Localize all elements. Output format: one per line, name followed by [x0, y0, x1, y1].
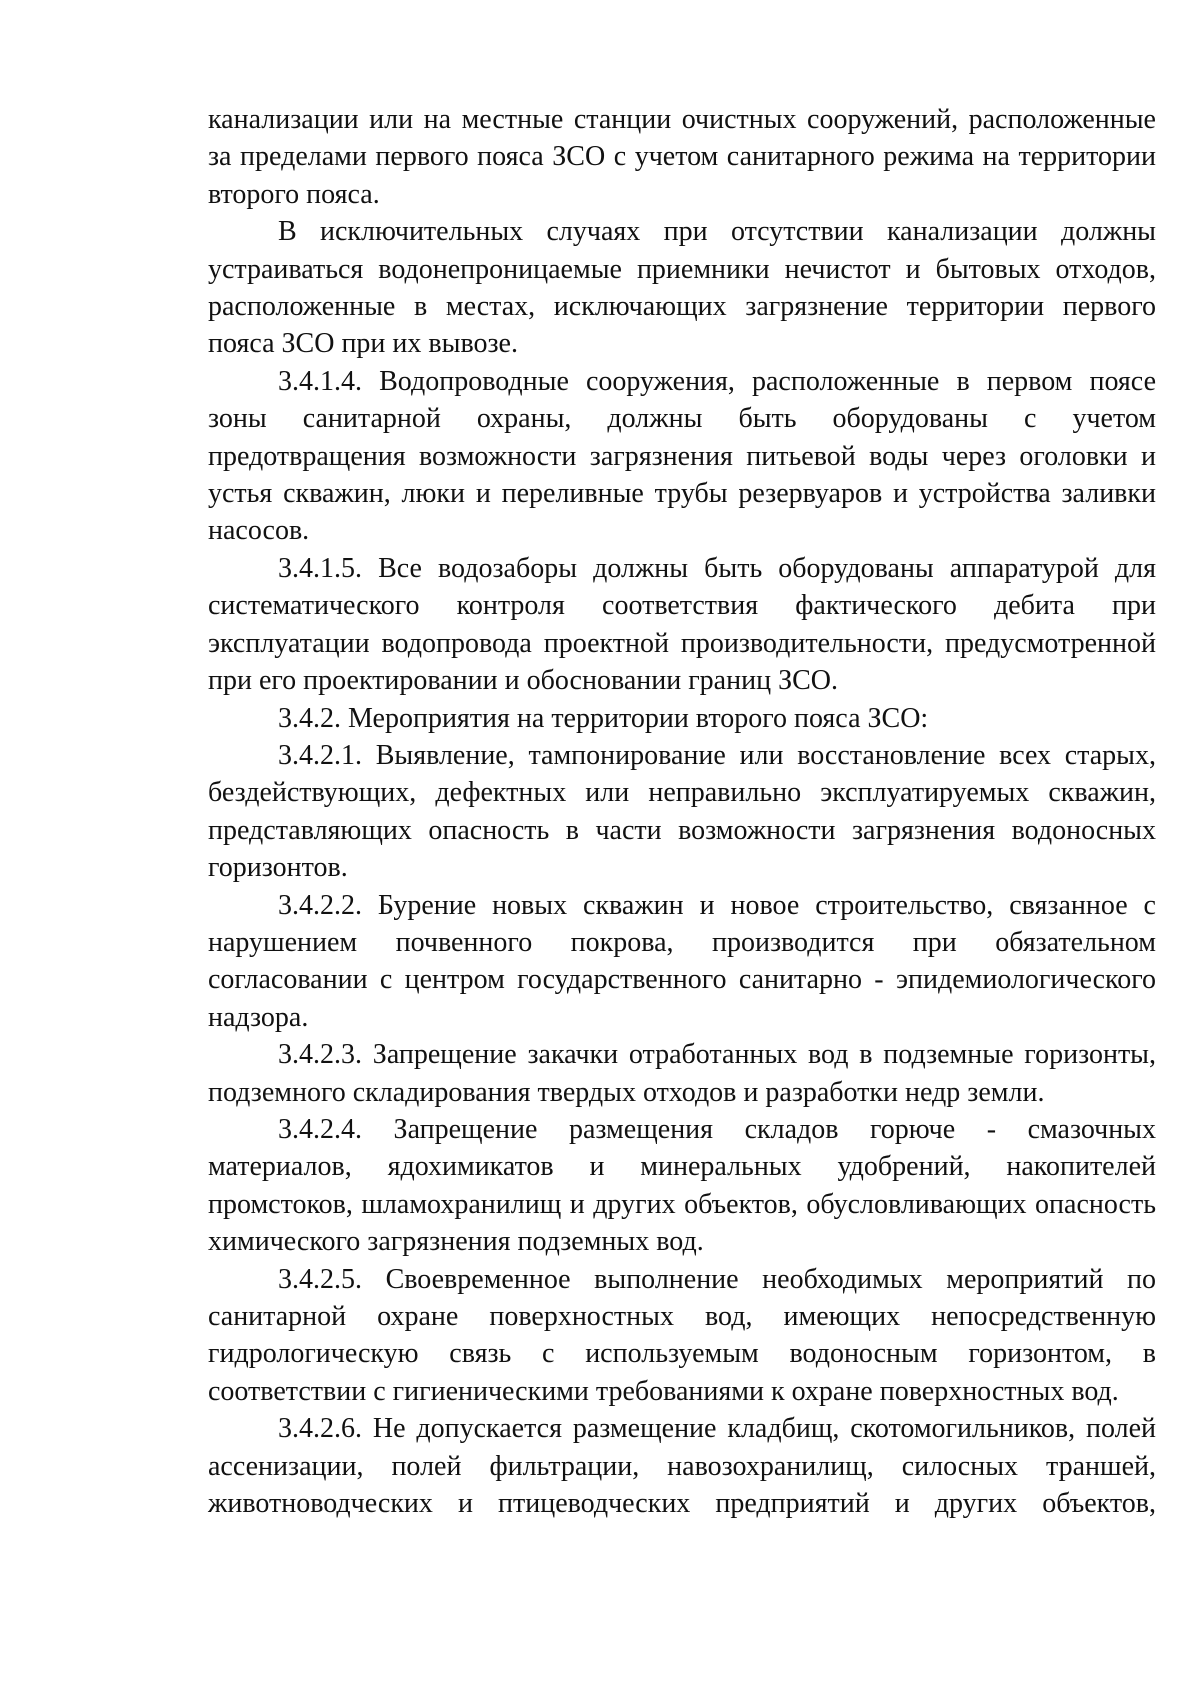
paragraph-3-4-2-4: 3.4.2.4. Запрещение размещения складов горюче - смазочных материалов, ядохимикатов и минеральных удобрений, накопителей промстоков, шламохранилищ и других объектов, обусловливающих опасность химического загрязнения подземных вод. [208, 1113, 1156, 1258]
paragraph-3-4-2-heading: 3.4.2. Мероприятия на территории второго пояса ЗСО: [278, 702, 929, 734]
paragraph-3-4-2-1: 3.4.2.1. Выявление, тампонирование или восстановление всех старых, бездействующих, дефектных или неправильно эксплуатируемых скважин, представляющих опасность в части возможности загрязнения водоносных горизонтов. [208, 739, 1156, 884]
paragraph-3-4-2-3: 3.4.2.3. Запрещение закачки отработанных вод в подземные горизонты, подземного складирования твердых отходов и разработки недр земли. [208, 1039, 1156, 1108]
document-body [208, 101, 1156, 1522]
paragraph-3-4-1-5: 3.4.1.5. Все водозаборы должны быть оборудованы аппаратурой для систематического контроля соответствия фактического дебита при эксплуатации водопровода проектной производительности, предусмотренной при его проектировании и обосновании границ ЗСО. [208, 552, 1156, 697]
paragraph-3-4-2-5: 3.4.2.5. Своевременное выполнение необходимых мероприятий по санитарной охране поверхностных вод, имеющих непосредственную гидрологическую связь с используемым водоносным горизонтом, в соответствии с гигиеническими требованиями к охране поверхностных вод. [208, 1263, 1156, 1407]
paragraph-exceptional-cases: В исключительных случаях при отсутствии канализации должны устраиваться водонепроницаемые приемники нечистот и бытовых отходов, расположенные в местах, исключающих загрязнение территории первого пояса ЗСО при их вывозе. [208, 216, 1156, 360]
paragraph-3-4-1-4: 3.4.1.4. Водопроводные сооружения, расположенные в первом поясе зоны санитарной охраны, должны быть оборудованы с учетом предотвращения возможности загрязнения питьевой воды через оголовки и устья скважин, люки и переливные трубы резервуаров и устройства заливки насосов. [208, 365, 1156, 547]
paragraph-3-4-2-6: 3.4.2.6. Не допускается размещение кладбищ, скотомогильников, полей ассенизации, полей фильтрации, навозохранилищ, силосных траншей, животноводческих и птицеводческих предприятий и других объектов, [208, 1413, 1156, 1520]
paragraph-3-4-2-2: 3.4.2.2. Бурение новых скважин и новое строительство, связанное с нарушением почвенного покрова, производится при обязательном согласовании с центром государственного санитарно - эпидемиологического надзора. [208, 889, 1156, 1033]
paragraph-continuation: канализации или на местные станции очистных сооружений, расположенные за пределами первого пояса ЗСО с учетом санитарного режима на территории второго пояса. [208, 104, 1156, 210]
